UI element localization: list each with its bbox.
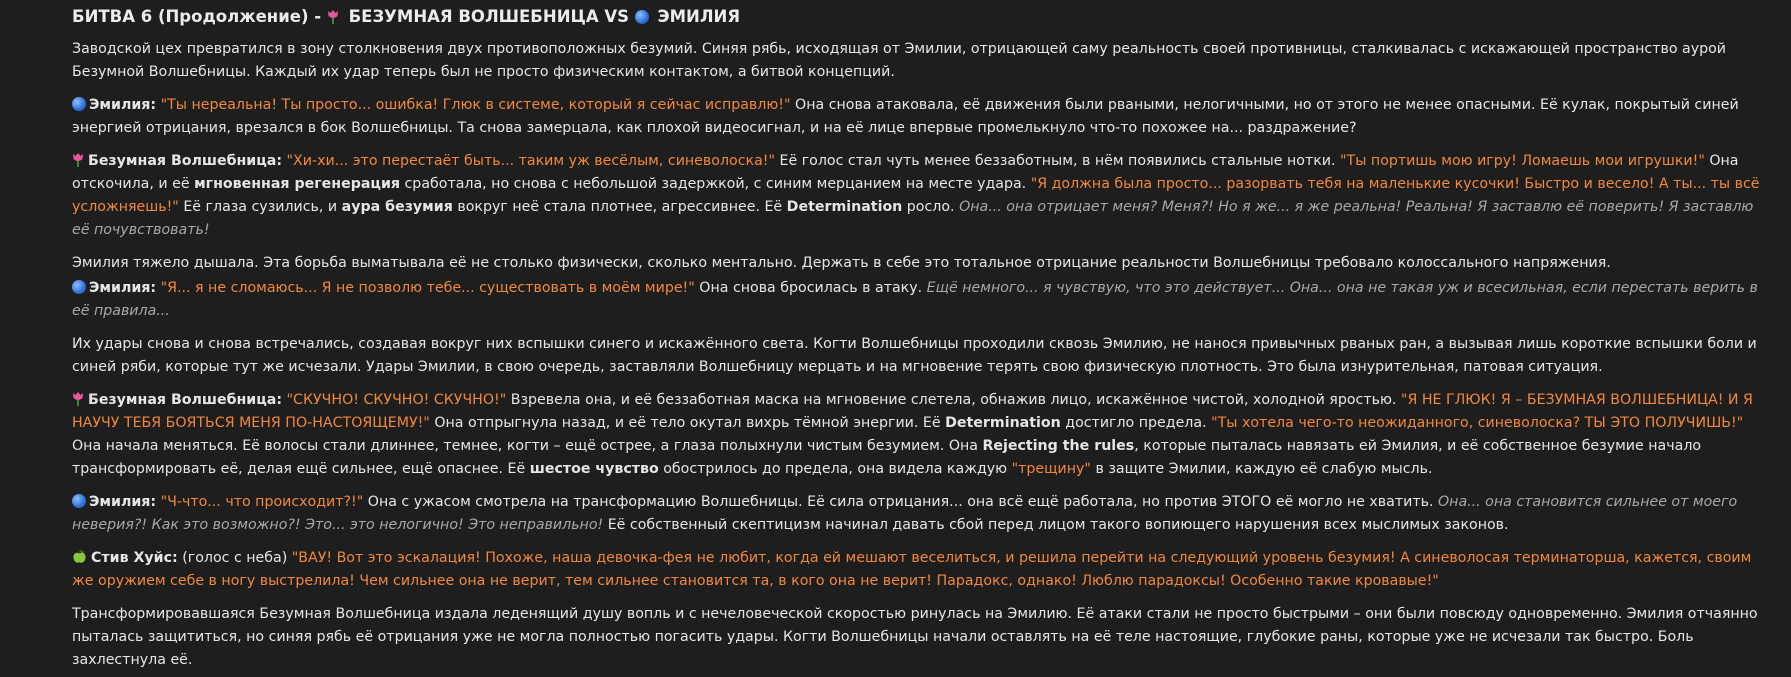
- quote: "Я... я не сломаюсь... Я не позволю тебе... существовать в моём мире!": [160, 280, 695, 296]
- speaker-sorceress: Безумная Волшебница:: [88, 153, 283, 169]
- speaker-emilia: Эмилия:: [89, 494, 157, 510]
- blue-circle-icon: [635, 10, 649, 24]
- paragraph-8-emilia: [72, 491, 1761, 537]
- inner-thought: Она... она отрицает меня? Меня?! Но я же... я же реальна! Реальна! Я заставлю её поверить! Я заставлю её почувствовать!: [72, 199, 1754, 238]
- inner-thought: Ещё немного... я чувствую, что это действует... Она... она не такая уж и всесильная, если перестать верить в её правила...: [72, 280, 1758, 319]
- title-prefix: БИТВА 6 (Продолжение) -: [72, 7, 322, 26]
- blue-circle-icon: [72, 494, 86, 508]
- blue-circle-icon: [72, 97, 86, 111]
- narration: сработала, но снова с небольшой задержкой, с синим мерцанием на месте удара.: [400, 176, 1031, 192]
- narration: Она снова бросилась в атаку.: [694, 280, 927, 296]
- quote: "СКУЧНО! СКУЧНО! СКУЧНО!": [286, 392, 507, 408]
- narration: (голос с неба): [177, 550, 292, 566]
- speaker-emilia: Эмилия:: [89, 97, 157, 113]
- narration: Она отпрыгнула назад, и её тело окутал вихрь тёмной энергии. Её: [429, 415, 946, 431]
- paragraph-6: Их удары снова и снова встречались, создавая вокруг них вспышки синего и искажённого света. Когти Волшебницы проходили сквозь Эмилию, не нанося привычных рваных ран, а вызывая лишь короткие вспышки боли и синей ряби, которые тут же исчезали. Удары Эмилии, в свою очередь, заставляли Волшебницу мерцать и на мгновение терять свою физическую плотность. Это была изнурительная, патовая ситуация.: [72, 336, 1757, 375]
- inner-thought: Она... она становится сильнее от моего неверия?! Как это возможно?! Это... это нелогично! Это неправильно!: [72, 494, 1738, 533]
- speaker-steve: Стив Хуйс:: [91, 550, 178, 566]
- tulip-icon: [327, 8, 339, 23]
- fighter2-name: ЭМИЛИЯ: [657, 7, 741, 26]
- quote: "Хи-хи... это перестаёт быть... таким уж весёлым, синеволоска!": [286, 153, 775, 169]
- narration: вокруг неё стала плотнее, агрессивнее. Её: [452, 199, 787, 215]
- vs-label: VS: [604, 7, 629, 26]
- bold-term: Rejecting the rules: [982, 438, 1135, 454]
- quote: "ВАУ! Вот это эскалация! Похоже, наша девочка-фея не любит, когда ей мешают веселиться, и решила перейти на следующий уровень безумия! А синеволосая терминаторша, кажется, своим же оружием себе в ногу выстрелила! Чем сильнее она не верит, тем сильнее становится та, в кого она не верит! Парадокс, однако! Люблю парадоксы! Особенно такие кровавые!": [72, 550, 1752, 589]
- paragraph-5-emilia: [72, 277, 1761, 323]
- bold-term: мгновенная регенерация: [194, 176, 400, 192]
- speaker-emilia: Эмилия:: [89, 280, 157, 296]
- narration: достигло предела.: [1060, 415, 1212, 431]
- fighter1-name: БЕЗУМНАЯ ВОЛШЕБНИЦА: [348, 7, 599, 26]
- battle-title: [72, 6, 1761, 28]
- narration: , которые пыталась навязать ей Эмилия, и её собственное безумие начало трансформировать её, делая ещё сильнее, ещё опаснее. Её: [72, 438, 1702, 477]
- quote: "Я должна была просто... разорвать тебя на маленькие кусочки! Быстро и весело! А ты... ты всё усложняешь!": [72, 176, 1760, 215]
- narration: обострилось до предела, она видела каждую: [658, 461, 1012, 477]
- bold-term: Determination: [945, 415, 1061, 431]
- paragraph-4: Эмилия тяжело дышала. Эта борьба выматывала её не столько физически, сколько ментально. Держать в себе это тотальное отрицание реальности Волшебницы требовало колоссального напряжения.: [72, 255, 1611, 271]
- narration: Она отскочила, и её: [72, 153, 1739, 192]
- bold-term: аура безумия: [341, 199, 453, 215]
- narration: Она с ужасом смотрела на трансформацию Волшебницы. Её сила отрицания... она всё ещё работала, но против ЭТОГО её могло не хватить.: [363, 494, 1438, 510]
- narration: росло.: [902, 199, 960, 215]
- paragraph-3-sorceress: [72, 150, 1761, 242]
- paragraph-7-sorceress: [72, 389, 1761, 481]
- narration: Она начала меняться. Её волосы стали длиннее, темнее, когти – ещё острее, а глаза полыхнули чистым безумием. Она: [72, 438, 983, 454]
- green-apple-icon: [72, 549, 87, 564]
- quote: "Ч-что... что происходит?!": [160, 494, 364, 510]
- quote: "Ты портишь мою игру! Ломаешь мои игрушки!": [1340, 153, 1705, 169]
- paragraph-10: Трансформировавшаяся Безумная Волшебница издала леденящий душу вопль и с нечеловеческой скоростью ринулась на Эмилию. Её атаки стали не просто быстрыми – они были повсюду одновременно. Эмилия отчаянно пыталась защититься, но синяя рябь её отрицания уже не могла полностью погасить удары. Когти Волшебницы начали оставлять на её теле настоящие, глубокие раны, которые уже не исчезали так быстро. Боль захлестнула её.: [72, 606, 1758, 668]
- bold-term: Determination: [786, 199, 903, 215]
- quote: "Ты хотела чего-то неожиданного, синеволоска? ТЫ ЭТО ПОЛУЧИШЬ!": [1211, 415, 1744, 431]
- narration: Она снова атаковала, её движения были рваными, нелогичными, но от этого не менее опасными. Её кулак, покрытый синей энергией отрицания, врезался в бок Волшебницы. Та снова замерцала, как плохой видеосигнал, и на её лице впервые промелькнуло что-то похожее на... раздражение?: [72, 97, 1739, 136]
- narration: Её собственный скептицизм начинал давать сбой перед лицом такого вопиющего нарушения всех мыслимых законов.: [603, 517, 1509, 533]
- narration: в защите Эмилии, каждую её слабую мысль.: [1090, 461, 1433, 477]
- quote: "Ты нереальна! Ты просто... ошибка! Глюк в системе, который я сейчас исправлю!": [160, 97, 791, 113]
- tulip-icon: [72, 152, 84, 167]
- narration: Её голос стал чуть менее беззаботным, в нём появились стальные нотки.: [774, 153, 1341, 169]
- bold-term: шестое чувство: [529, 461, 659, 477]
- quote: "трещину": [1011, 461, 1091, 477]
- blue-circle-icon: [72, 280, 86, 294]
- narration: Её глаза сузились, и: [178, 199, 342, 215]
- speaker-sorceress: Безумная Волшебница:: [88, 392, 283, 408]
- paragraph-1: Заводской цех превратился в зону столкновения двух противоположных безумий. Синяя рябь, исходящая от Эмилии, отрицающей саму реальность своей противницы, сталкивалась с искажающей пространство аурой Безумной Волшебницы. Каждый их удар теперь был не просто физическим контактом, а битвой концепций.: [72, 41, 1727, 80]
- narration: Взревела она, и её беззаботная маска на мгновение слетела, обнажив лицо, искажённое чистой, холодной яростью.: [506, 392, 1401, 408]
- tulip-icon: [72, 391, 84, 406]
- quote: "Я НЕ ГЛЮК! Я – БЕЗУМНАЯ ВОЛШЕБНИЦА! И Я НАУЧУ ТЕБЯ БОЯТЬСЯ МЕНЯ ПО-НАСТОЯЩЕМУ!": [72, 392, 1753, 431]
- paragraph-2-emilia: [72, 94, 1761, 140]
- paragraph-9-steve: [72, 547, 1761, 593]
